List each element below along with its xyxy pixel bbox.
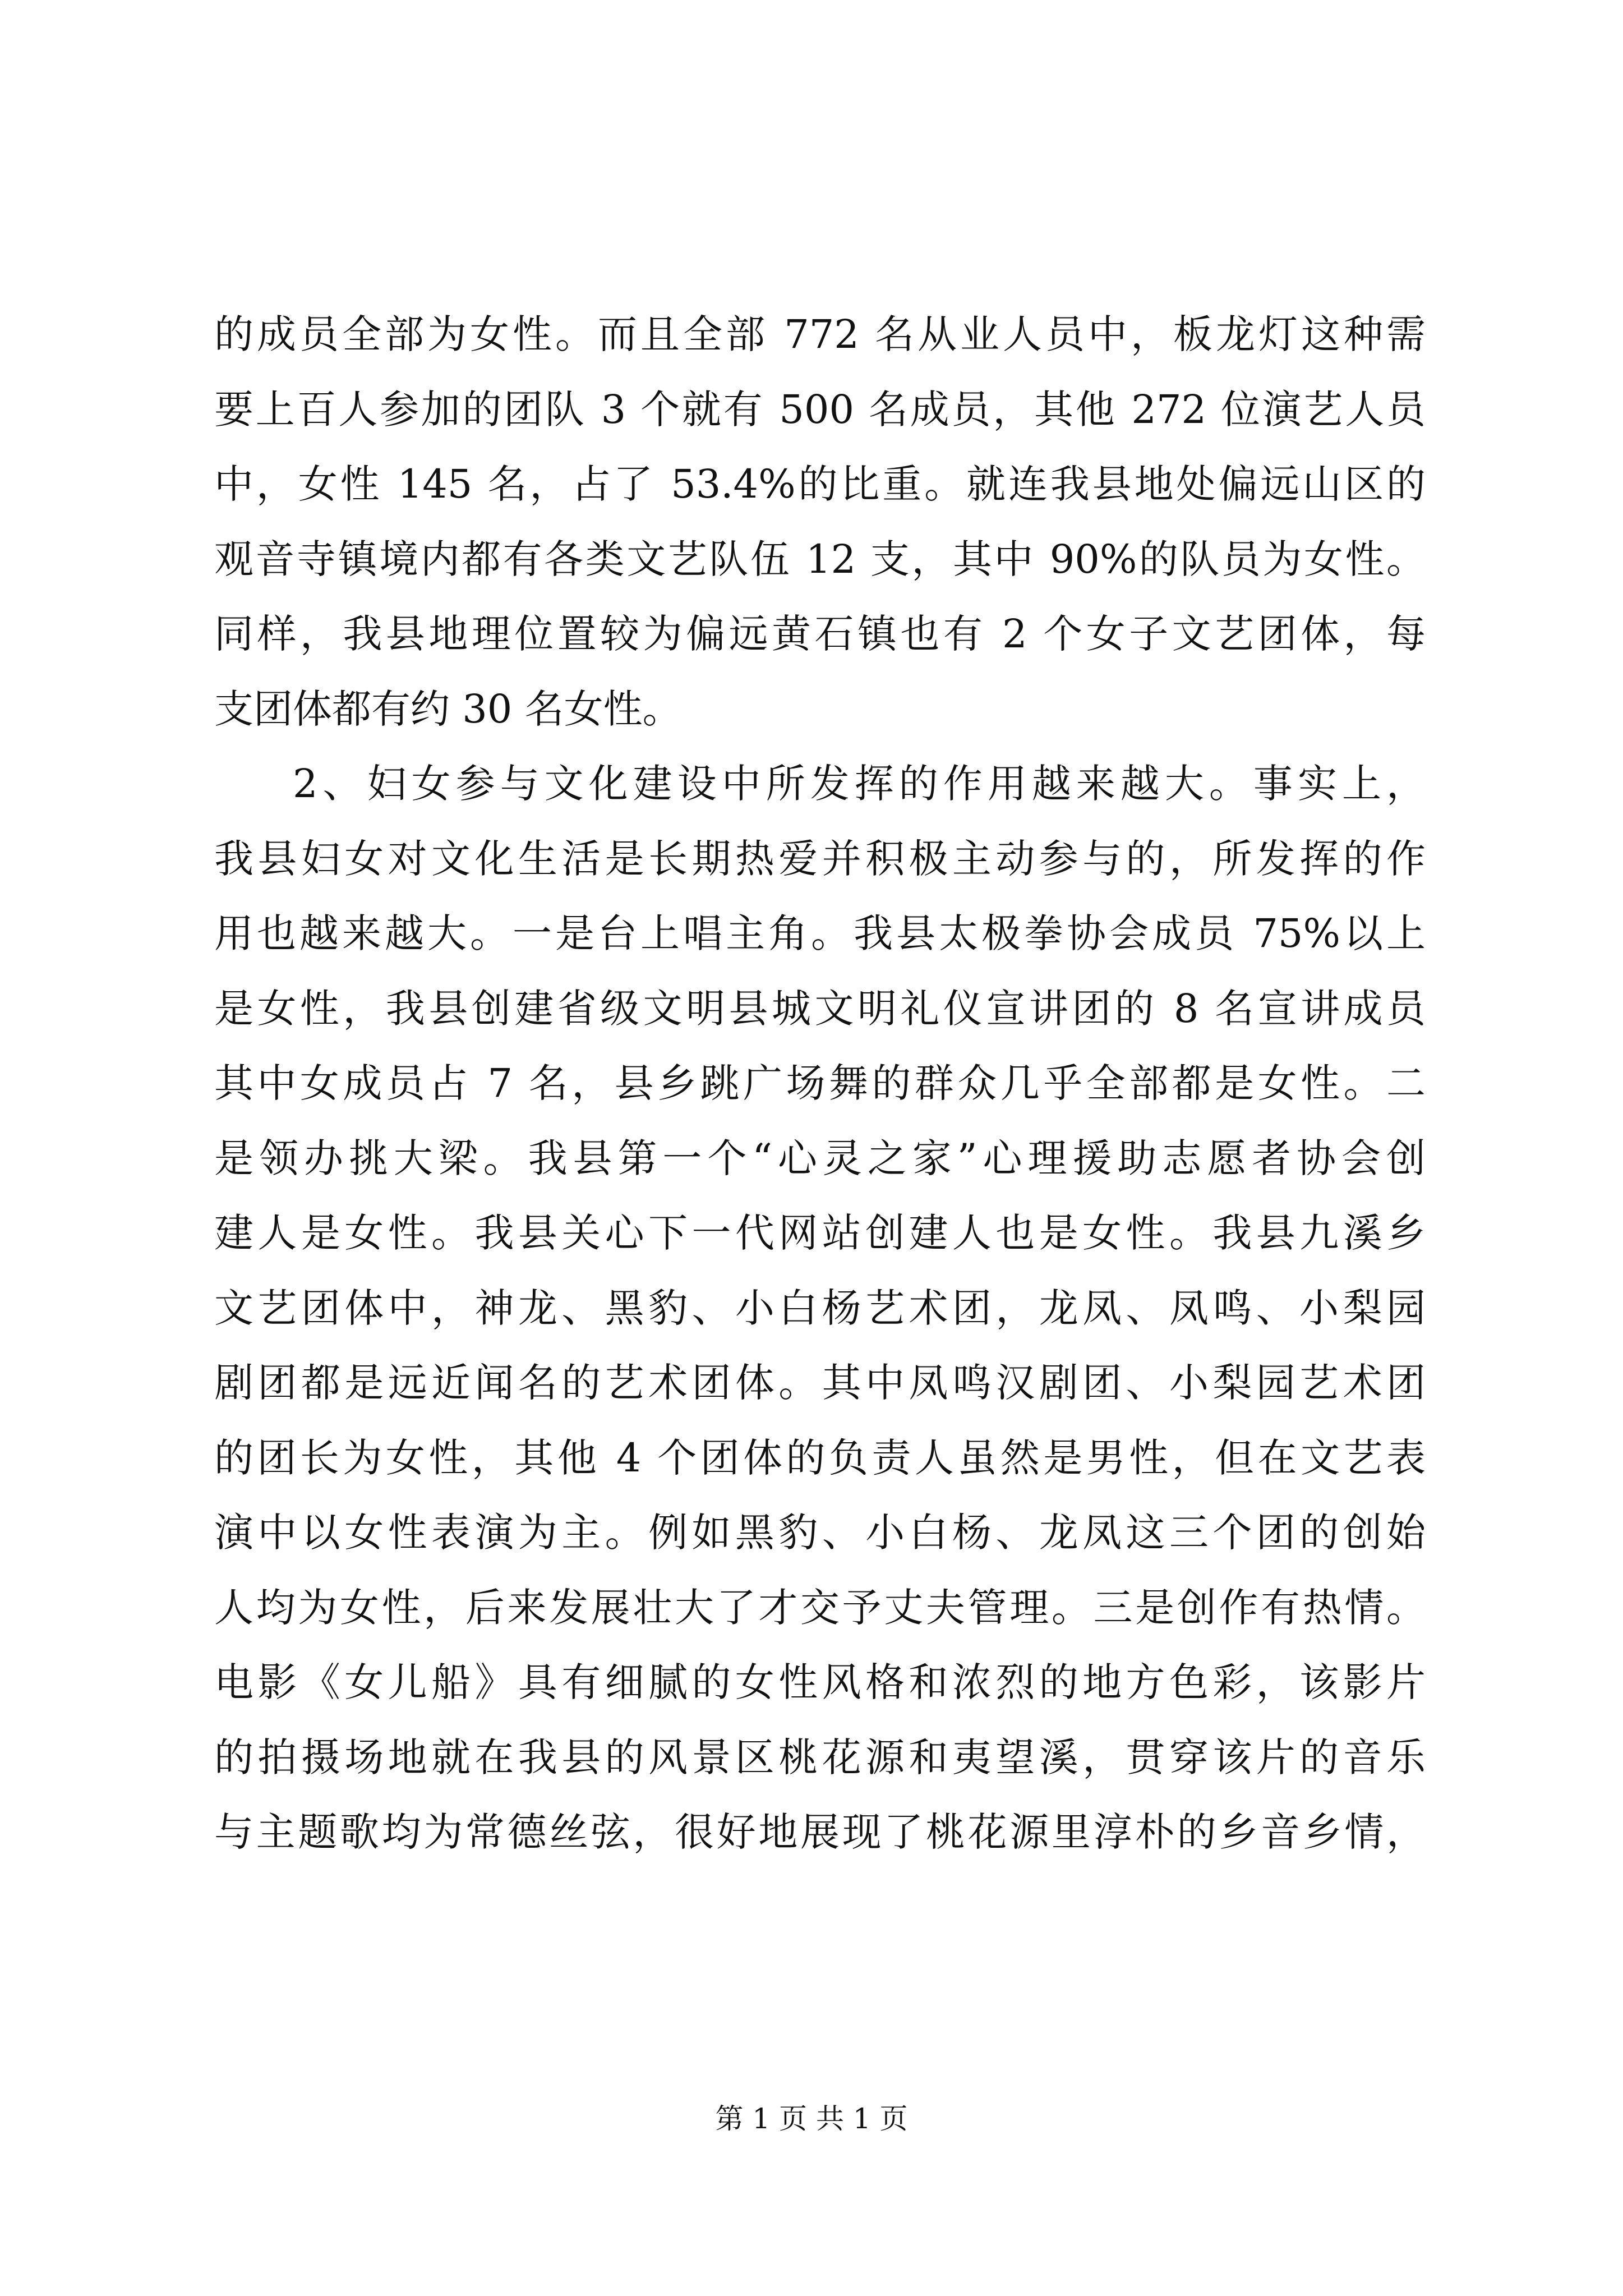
text-line-21: 与主题歌均为常德丝弦，很好地展现了桃花源里淳朴的乡音乡情， xyxy=(214,1809,1426,1855)
text-line-12: 是领办挑大梁。我县第一个“心灵之家”心理援助志愿者协会创 xyxy=(214,1135,1426,1181)
text-line-18: 人均为女性，后来发展壮大了才交予丈夫管理。三是创作有热情。 xyxy=(214,1584,1426,1631)
text-line-8: 我县妇女对文化生活是长期热爱并积极主动参与的，所发挥的作 xyxy=(214,835,1426,882)
text-line-6: 支团体都有约 30 名女性。 xyxy=(214,685,682,732)
document-body xyxy=(214,297,1426,1870)
text-line-9: 用也越来越大。一是台上唱主角。我县太极拳协会成员 75%以上 xyxy=(214,910,1426,956)
text-line-16: 的团长为女性，其他 4 个团体的负责人虽然是男性，但在文艺表 xyxy=(214,1434,1426,1481)
text-line-3: 中，女性 145 名，占了 53.4%的比重。就连我县地处偏远山区的 xyxy=(214,461,1426,507)
text-line-14: 文艺团体中，神龙、黑豹、小白杨艺术团，龙凤、凤鸣、小梨园 xyxy=(214,1285,1426,1331)
page-footer: 第 1 页 共 1 页 xyxy=(715,2102,908,2135)
text-line-20: 的拍摄场地就在我县的风景区桃花源和夷望溪，贯穿该片的音乐 xyxy=(214,1734,1426,1780)
text-line-17: 演中以女性表演为主。例如黑豹、小白杨、龙凤这三个团的创始 xyxy=(214,1510,1426,1556)
text-line-11: 其中女成员占 7 名，县乡跳广场舞的群众几乎全部都是女性。二 xyxy=(214,1060,1426,1106)
text-line-1: 的成员全部为女性。而且全部 772 名从业人员中，板龙灯这种需 xyxy=(214,311,1426,357)
text-line-15: 剧团都是远近闻名的艺术团体。其中凤鸣汉剧团、小梨园艺术团 xyxy=(214,1360,1426,1406)
text-line-19: 电影《女儿船》具有细腻的女性风格和浓烈的地方色彩，该影片 xyxy=(214,1659,1426,1705)
text-line-7: 2、妇女参与文化建设中所发挥的作用越来越大。事实上， xyxy=(293,761,1426,807)
text-line-4: 观音寺镇境内都有各类文艺队伍 12 支，其中 90%的队员为女性。 xyxy=(214,536,1426,582)
text-line-10: 是女性，我县创建省级文明县城文明礼仪宣讲团的 8 名宣讲成员 xyxy=(214,985,1426,1032)
text-line-5: 同样，我县地理位置较为偏远黄石镇也有 2 个女子文艺团体，每 xyxy=(214,611,1426,657)
text-line-2: 要上百人参加的团队 3 个就有 500 名成员，其他 272 位演艺人员 xyxy=(214,386,1426,432)
text-line-13: 建人是女性。我县关心下一代网站创建人也是女性。我县九溪乡 xyxy=(214,1210,1426,1256)
